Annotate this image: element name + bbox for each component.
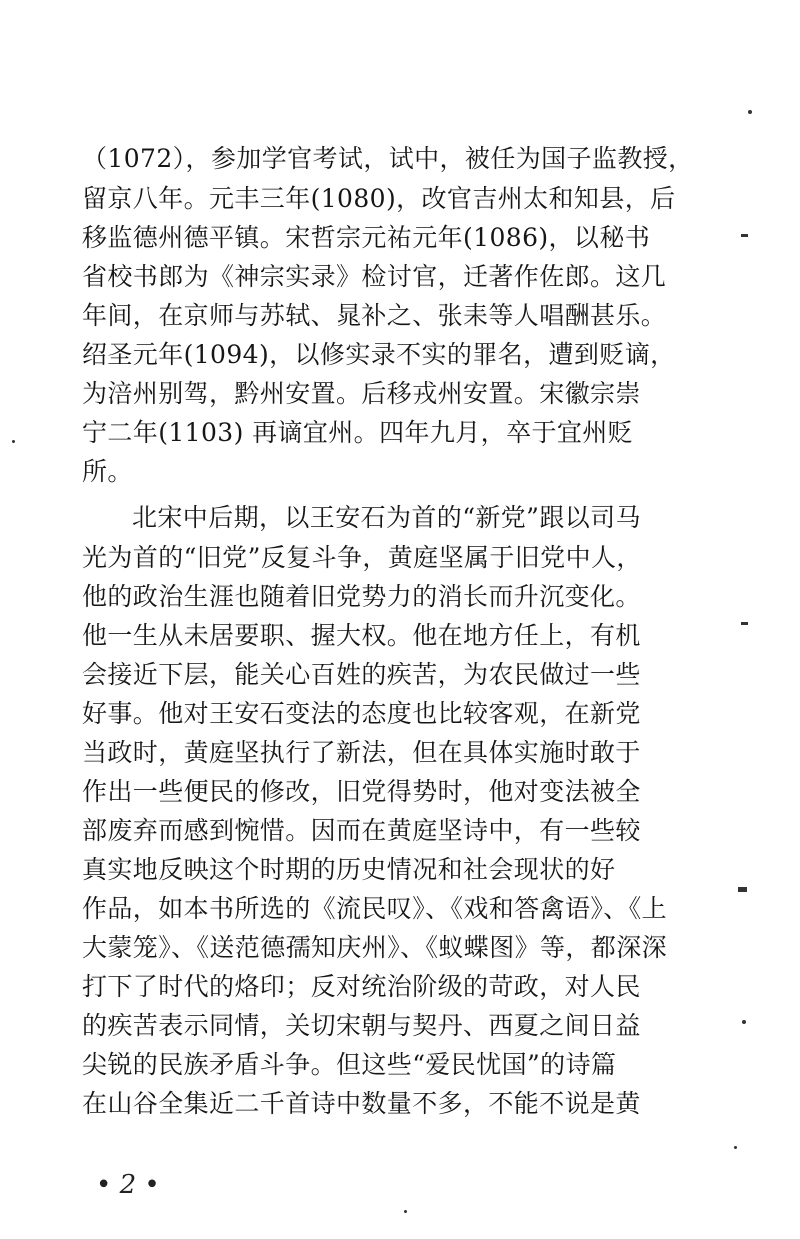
text-line: 的疾苦表示同情，关切宋朝与契丹、西夏之间日益 [82, 1011, 641, 1040]
text-line: 留京八年。元丰三年(1080)，改官吉州太和知县，后 [82, 184, 676, 213]
scan-speck [734, 1146, 737, 1149]
scan-speck [741, 622, 748, 625]
text-line: 年间，在京师与苏轼、晁补之、张耒等人唱酬甚乐。 [82, 301, 667, 330]
text-line: 绍圣元年(1094)，以修实录不实的罪名，遭到贬谪， [82, 340, 676, 369]
text-line: 为涪州别驾，黔州安置。后移戎州安置。宋徽宗崇 [82, 379, 641, 408]
text-line: 作品，如本书所选的《流民叹》、《戏和答禽语》、《上 [82, 894, 668, 923]
text-line: 部废弃而感到惋惜。因而在黄庭坚诗中，有一些较 [82, 816, 641, 845]
text-line: 作出一些便民的修改，旧党得势时，他对变法被全 [82, 777, 641, 806]
text-line: 所。 [82, 457, 133, 486]
text-line: 光为首的“旧党”反复斗争，黄庭坚属于旧党中人， [82, 543, 642, 572]
text-line: 大蒙笼》、《送范德孺知庆州》、《蚁蝶图》等，都深深 [82, 933, 668, 962]
text-line: 真实地反映这个时期的历史情况和社会现状的好 [82, 855, 616, 884]
text-line: 当政时，黄庭坚执行了新法，但在具体实施时敢于 [82, 738, 641, 767]
text-line: 他的政治生涯也随着旧党势力的消长而升沉变化。 [82, 582, 641, 611]
scan-speck [12, 440, 15, 443]
text-line: 移监德州德平镇。宋哲宗元祐元年(1086)，以秘书 [82, 223, 651, 252]
text-line: 好事。他对王安石变法的态度也比较客观，在新党 [82, 699, 641, 728]
paragraph-first-line: 北宋中后期，以王安石为首的“新党”跟以司马 [132, 503, 641, 532]
scan-speck [738, 887, 747, 892]
text-line: 尖锐的民族矛盾斗争。但这些“爱民忧国”的诗篇 [82, 1050, 617, 1079]
scan-speck [742, 1020, 746, 1024]
text-line: 他一生从未居要职、握大权。他在地方任上，有机 [82, 621, 641, 650]
scan-speck [748, 110, 752, 114]
scan-speck [404, 1210, 407, 1213]
text-line: 打下了时代的烙印；反对统治阶级的苛政，对人民 [82, 972, 641, 1001]
text-line: 省校书郎为《神宗实录》检讨官，迁著作佐郎。这几 [82, 262, 667, 291]
text-line: 宁二年(1103) 再谪宜州。四年九月，卒于宜州贬 [82, 418, 634, 447]
scan-speck [741, 234, 748, 237]
text-line: 在山谷全集近二千首诗中数量不多，不能不说是黄 [82, 1089, 641, 1118]
page-number: • 2 • [96, 1170, 160, 1200]
text-line: （1072），参加学官考试，试中，被任为国子监教授， [82, 144, 694, 173]
text-line: 会接近下层，能关心百姓的疾苦，为农民做过一些 [82, 660, 641, 689]
